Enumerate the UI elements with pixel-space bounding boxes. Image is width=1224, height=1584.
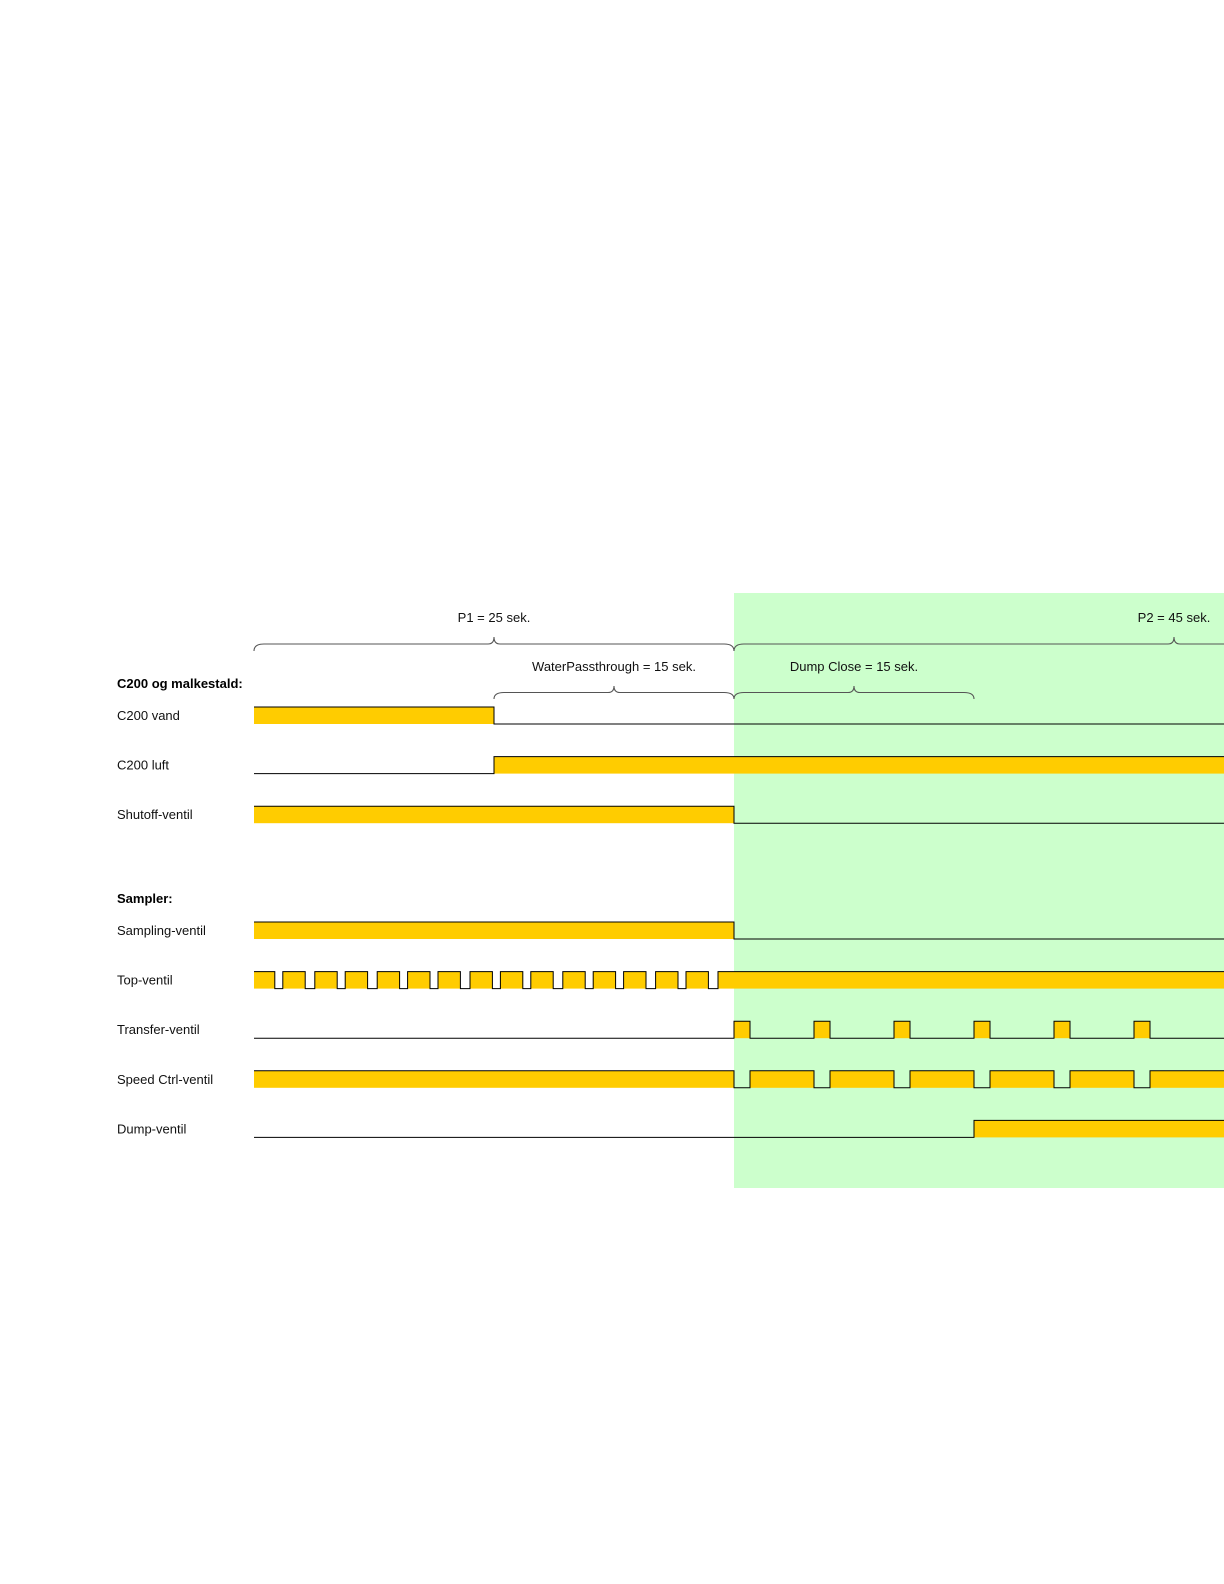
signal-high-pulse bbox=[531, 972, 553, 989]
signal-row-dump-ventil bbox=[117, 1120, 1224, 1137]
hn-vakuum-zone bbox=[734, 593, 1224, 1188]
signal-high-pulse bbox=[438, 972, 460, 989]
signal-label: Top-ventil bbox=[117, 972, 173, 988]
brace-waterpassthrough-15-sek bbox=[494, 686, 734, 699]
signal-row-c200-luft bbox=[117, 757, 1224, 774]
signal-high-pulse bbox=[1134, 1021, 1150, 1038]
signal-label: C200 luft bbox=[117, 757, 170, 773]
brace-label: Dump Close = 15 sek. bbox=[789, 659, 919, 674]
signal-high-pulse bbox=[377, 972, 399, 989]
signal-high-pulse bbox=[408, 972, 430, 989]
signal-high-pulse bbox=[283, 972, 305, 989]
signal-row-transfer-ventil bbox=[117, 1021, 1224, 1038]
signal-high-pulse bbox=[894, 1021, 910, 1038]
signal-high-pulse bbox=[563, 972, 585, 989]
signal-high-pulse bbox=[315, 972, 337, 989]
signal-high-pulse bbox=[254, 1071, 734, 1088]
signal-high-pulse bbox=[974, 1021, 990, 1038]
signal-high-pulse bbox=[718, 972, 1224, 989]
signal-high-pulse bbox=[494, 757, 1224, 774]
signal-high-pulse bbox=[814, 1021, 830, 1038]
signal-high-pulse bbox=[1054, 1021, 1070, 1038]
signal-row-top-ventil bbox=[117, 972, 1224, 989]
signal-high-pulse bbox=[254, 707, 494, 724]
signal-label: Transfer-ventil bbox=[117, 1022, 200, 1038]
group-title: C200 og malkestald: bbox=[117, 676, 243, 691]
signal-high-pulse bbox=[470, 972, 492, 989]
signal-high-pulse bbox=[1150, 1071, 1224, 1088]
brace-label: P1 = 25 sek. bbox=[457, 610, 531, 625]
signal-high-pulse bbox=[254, 806, 734, 823]
brace-label: WaterPassthrough = 15 sek. bbox=[532, 659, 696, 674]
signal-high-pulse bbox=[593, 972, 615, 989]
signal-label: Sampling-ventil bbox=[117, 923, 206, 938]
signal-high-pulse bbox=[990, 1071, 1054, 1088]
signal-high-pulse bbox=[254, 972, 275, 989]
signal-label: Speed Ctrl-ventil bbox=[117, 1071, 214, 1087]
signal-label: Dump-ventil bbox=[117, 1121, 187, 1137]
signal-high-pulse bbox=[830, 1071, 894, 1088]
signal-high-pulse bbox=[1070, 1071, 1134, 1088]
signal-high-pulse bbox=[500, 972, 522, 989]
signal-high-pulse bbox=[686, 972, 708, 989]
brace-label: P2 = 45 sek. bbox=[1137, 610, 1211, 625]
signal-label: Shutoff-ventil bbox=[117, 807, 193, 823]
group-title: Sampler: bbox=[117, 891, 173, 906]
brace-p1-25-sek bbox=[254, 637, 734, 651]
signal-high-pulse bbox=[254, 922, 734, 939]
signal-label: C200 vand bbox=[117, 708, 180, 723]
signal-high-pulse bbox=[345, 972, 367, 989]
signal-high-pulse bbox=[624, 972, 646, 989]
signal-high-pulse bbox=[974, 1120, 1224, 1137]
signal-high-pulse bbox=[734, 1021, 750, 1038]
signal-high-pulse bbox=[910, 1071, 974, 1088]
signal-high-pulse bbox=[656, 972, 678, 989]
signal-high-pulse bbox=[750, 1071, 814, 1088]
